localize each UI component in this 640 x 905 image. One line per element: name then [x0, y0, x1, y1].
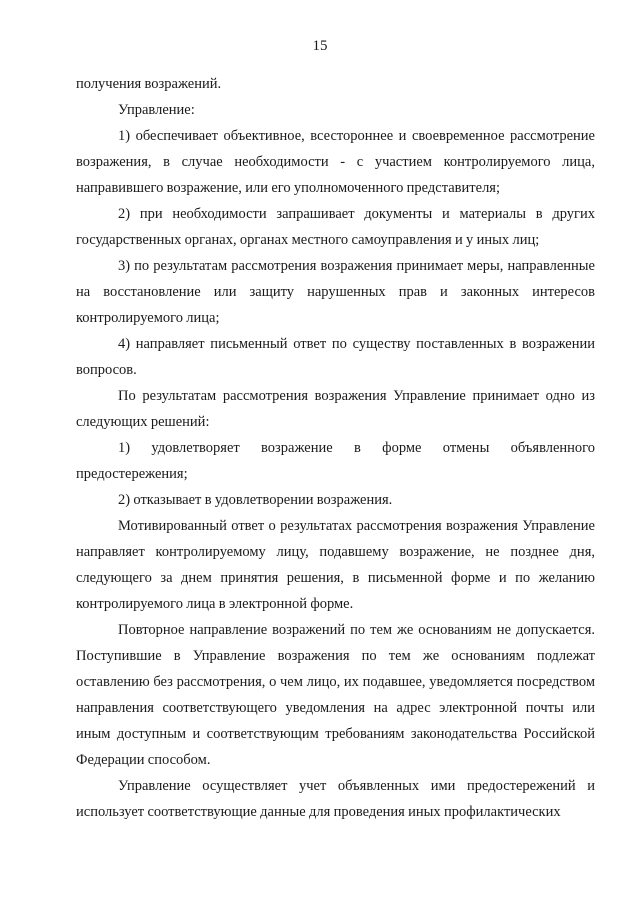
paragraph-continuation: получения возражений.	[76, 76, 222, 92]
paragraph-decision-2-refuse: 2) отказывает в удовлетворении возражения.	[118, 492, 393, 508]
page-number: 15	[312, 38, 328, 54]
paragraph-repeated-objections: Повторное направление возражений по тем же основаниям не допускается. Поступившие в Управление возражения по тем же основаниям подлежат оставлению без рассмотрения, о чем лицо, их подавшее, уведомляется посредством направления соответствующего уведомления на адрес электронной почты или иным доступным и соответствующим требованиям законодательства Российской Федерации способом.	[76, 622, 595, 768]
paragraph-management-header: Управление:	[118, 102, 195, 118]
paragraph-decision-1-satisfy: 1) удовлетворяет возражение в форме отмены объявленного предостережения;	[76, 440, 595, 482]
paragraph-item-3-measures: 3) по результатам рассмотрения возражения принимает меры, направленные на восстановление или защиту нарушенных прав и законных интересов контролируемого лица;	[76, 258, 595, 326]
paragraph-item-2-request-documents: 2) при необходимости запрашивает документы и материалы в других государственных органах, органах местного самоуправления и у иных лиц;	[76, 206, 595, 248]
paragraph-decisions-intro: По результатам рассмотрения возражения Управление принимает одно из следующих решений:	[76, 388, 595, 430]
paragraph-warnings-accounting: Управление осуществляет учет объявленных ими предостережений и использует соответствующие данные для проведения иных профилактических	[76, 778, 595, 820]
paragraph-item-4-written-response: 4) направляет письменный ответ по существу поставленных в возражении вопросов.	[76, 336, 595, 378]
paragraph-motivated-response: Мотивированный ответ о результатах рассмотрения возражения Управление направляет контролируемому лицу, подавшему возражение, не позднее дня, следующего за днем принятия решения, в письменной форме и по желанию контролируемого лица в электронной форме.	[76, 518, 595, 612]
document-body	[76, 71, 595, 825]
paragraph-item-1-review: 1) обеспечивает объективное, всестороннее и своевременное рассмотрение возражения, в случае необходимости - с участием контролируемого лица, направившего возражение, или его уполномоченного представителя;	[76, 128, 595, 196]
